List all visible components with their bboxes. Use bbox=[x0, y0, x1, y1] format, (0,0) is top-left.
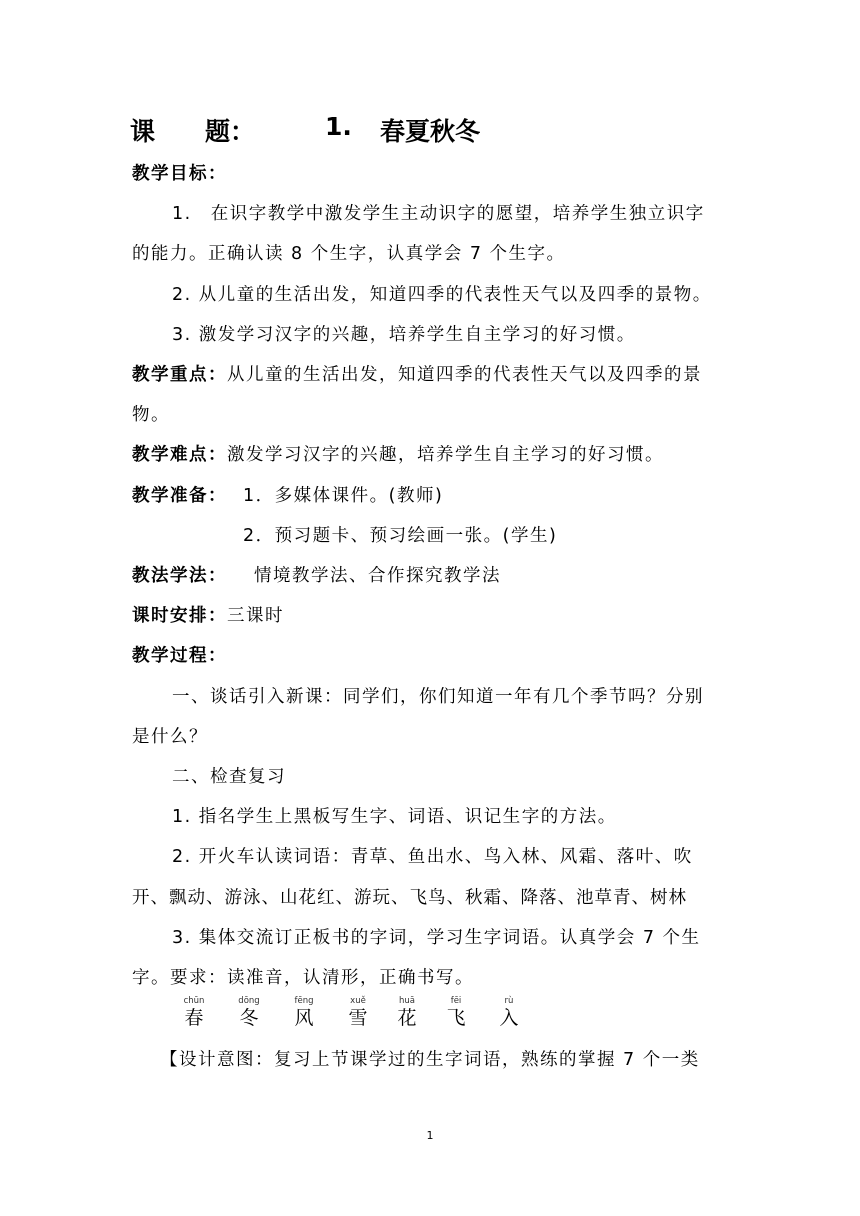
character-card bbox=[174, 996, 214, 1030]
pinyin: huā bbox=[399, 996, 415, 1006]
design-intent: 【设计意图：复习上节课学过的生字词语，熟练的掌握 7 个一类 bbox=[160, 1050, 700, 1070]
pinyin: xuě bbox=[350, 996, 366, 1006]
character-card bbox=[284, 996, 324, 1030]
pinyin: rù bbox=[504, 996, 514, 1006]
difficulties bbox=[132, 441, 664, 466]
difficulties-label: 教学难点： bbox=[132, 445, 227, 465]
character-card bbox=[387, 996, 427, 1030]
process-part-1-line-2: 是什么？ bbox=[132, 727, 208, 747]
process-step-3-line-1: 3. 集体交流订正板书的字词，学习生字词语。认真学会 7 个生 bbox=[172, 928, 701, 948]
process-step-1: 1. 指名学生上黑板写生字、词语、识记生字的方法。 bbox=[172, 807, 617, 827]
objective-3: 3. 激发学习汉字的兴趣，培养学生自主学习的好习惯。 bbox=[172, 325, 636, 345]
pinyin: chūn bbox=[183, 996, 205, 1006]
process-step-3-line-2: 字。要求：读准音，认清形，正确书写。 bbox=[132, 968, 474, 988]
methods-text: 情境教学法、合作探究教学法 bbox=[254, 566, 501, 586]
hanzi: 冬 bbox=[239, 1007, 259, 1029]
hanzi: 春 bbox=[184, 1007, 204, 1029]
process-step-2-line-1: 2. 开火车认读词语：青草、鱼出水、鸟入林、风霜、落叶、吹 bbox=[172, 847, 693, 867]
hanzi: 花 bbox=[397, 1007, 417, 1029]
character-card bbox=[338, 996, 378, 1030]
pinyin-character-row bbox=[0, 996, 860, 1036]
character-card bbox=[229, 996, 269, 1030]
title-label: 课 题： bbox=[130, 117, 256, 146]
hanzi: 飞 bbox=[446, 1007, 466, 1029]
process-part-2: 二、检查复习 bbox=[172, 767, 286, 787]
process-heading: 教学过程： bbox=[132, 646, 227, 666]
hanzi: 入 bbox=[499, 1007, 519, 1029]
objective-1-line-1: 1. 在识字教学中激发学生主动识字的愿望，培养学生独立识字 bbox=[172, 204, 705, 224]
pinyin: dōng bbox=[238, 996, 260, 1006]
process-step-2-line-2: 开、飘动、游泳、山花红、游玩、飞鸟、秋霜、降落、池草青、树林 bbox=[132, 888, 687, 908]
key-points-text: 从儿童的生活出发，知道四季的代表性天气以及四季的景 bbox=[227, 365, 702, 385]
hanzi: 雪 bbox=[348, 1007, 368, 1029]
methods-label: 教法学法： bbox=[132, 566, 227, 586]
hanzi: 风 bbox=[294, 1007, 314, 1029]
schedule-text: 三课时 bbox=[227, 606, 284, 626]
preparation-item-2: 2．预习题卡、预习绘画一张。(学生) bbox=[243, 526, 558, 546]
objective-2: 2. 从儿童的生活出发，知道四季的代表性天气以及四季的景物。 bbox=[172, 285, 712, 305]
character-card bbox=[489, 996, 529, 1030]
key-points-line-2: 物。 bbox=[132, 405, 170, 425]
key-points-label: 教学重点： bbox=[132, 365, 227, 385]
pinyin: fēi bbox=[450, 996, 462, 1006]
process-part-1-line-1: 一、谈话引入新课：同学们，你们知道一年有几个季节吗？分别 bbox=[172, 687, 704, 707]
pinyin: fēng bbox=[294, 996, 314, 1006]
preparation-label: 教学准备： bbox=[132, 486, 227, 506]
key-points bbox=[132, 361, 702, 386]
preparation-item-1: 1．多媒体课件。(教师) bbox=[243, 486, 444, 506]
objective-1-line-2: 的能力。正确认读 8 个生字，认真学会 7 个生字。 bbox=[132, 244, 566, 264]
schedule bbox=[132, 602, 284, 627]
page-number: 1 bbox=[426, 1129, 434, 1142]
schedule-label: 课时安排： bbox=[132, 606, 227, 626]
title-name: 春夏秋冬 bbox=[380, 117, 481, 146]
difficulties-text: 激发学习汉字的兴趣，培养学生自主学习的好习惯。 bbox=[227, 445, 664, 465]
character-card bbox=[436, 996, 476, 1030]
title-number: 1. bbox=[325, 112, 352, 141]
objectives-heading: 教学目标： bbox=[132, 164, 227, 184]
